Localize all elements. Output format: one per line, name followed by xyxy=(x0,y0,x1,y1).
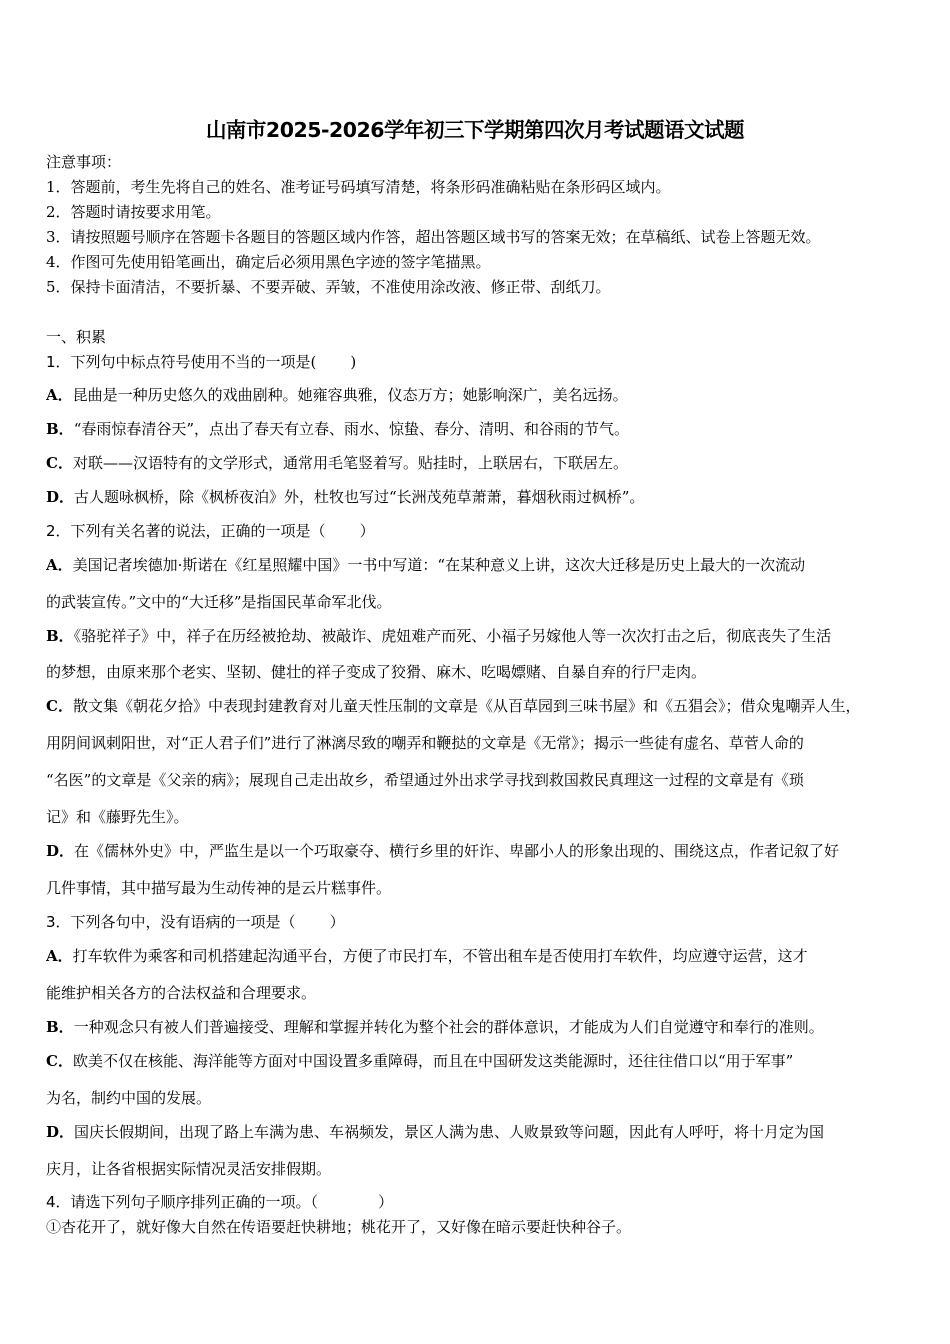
q2-option-b[interactable] xyxy=(46,626,918,646)
q3-option-d-cont: 庆月，让各省根据实际情况灵活安排假期。 xyxy=(46,1160,332,1178)
q2-option-d-cont: 几件事情，其中描写最为生动传神的是云片糕事件。 xyxy=(46,879,392,897)
option-text: 一种观念只有被人们普遍接受、理解和掌握并转化为整个社会的群体意识，才能成为人们自觉遵守和奉行的准则。 xyxy=(73,1018,824,1036)
notice-item: 3．请按照题号顺序在答题卡各题目的答题区域内作答，超出答题区域书写的答案无效；在草稿纸、试卷上答题无效。 xyxy=(46,228,821,246)
answer-blank-close: ） xyxy=(329,913,345,931)
question-text: 下列句中标点符号使用不当的一项是( xyxy=(70,353,317,371)
question-number: 3． xyxy=(46,913,71,931)
q3-option-a[interactable] xyxy=(46,946,918,966)
answer-blank-close: ) xyxy=(350,353,357,371)
notice-item: 1．答题前，考生先将自己的姓名、准考证号码填写清楚，将条形码准确粘贴在条形码区域内。 xyxy=(46,178,671,196)
q3-option-d[interactable] xyxy=(46,1122,918,1142)
option-label: A． xyxy=(46,947,73,965)
question-4-stem xyxy=(46,1192,918,1212)
question-text: 下列有关名著的说法，正确的一项是（ xyxy=(70,522,326,540)
q2-option-d[interactable] xyxy=(46,841,918,861)
option-label: B． xyxy=(46,1018,74,1036)
notice-item: 2．答题时请按要求用笔。 xyxy=(46,203,221,221)
question-number: 4． xyxy=(46,1193,71,1211)
q1-option-b[interactable] xyxy=(46,419,918,439)
section-heading: 一、积累 xyxy=(46,328,107,346)
q1-option-a[interactable] xyxy=(46,385,918,405)
answer-blank-close: ） xyxy=(378,1193,394,1211)
question-text: 请选下列句子顺序排列正确的一项。（ xyxy=(70,1193,319,1211)
notice-item: 4．作图可先使用铅笔画出，确定后必须用黑色字迹的签字笔描黑。 xyxy=(46,253,491,271)
option-text: 欧美不仅在核能、海洋能等方面对中国设置多重障碍，而且在中国研发这类能源时，还往往借口以“用于军事” xyxy=(72,1052,794,1070)
q3-option-c-cont: 为名，制约中国的发展。 xyxy=(46,1089,212,1107)
option-label: C． xyxy=(46,697,73,715)
question-3-stem xyxy=(46,912,918,932)
q2-option-b-cont: 的梦想，由原来那个老实、坚韧、健壮的祥子变成了狡猾、麻木、吃喝嫖赌、自暴自弃的行尸走肉。 xyxy=(46,663,707,681)
q3-option-a-cont: 能维护相关各方的合法权益和合理要求。 xyxy=(46,984,317,1002)
option-text: 在《儒林外史》中，严监生是以一个巧取豪夺、横行乡里的奸诈、卑鄙小人的形象出现的、围绕这点，作者记叙了好 xyxy=(74,842,840,860)
option-label: A． xyxy=(46,386,73,404)
q3-option-b[interactable] xyxy=(46,1017,918,1037)
page-title: 山南市2025-2026学年初三下学期第四次月考试题语文试题 xyxy=(205,118,745,142)
q2-option-a-cont: 的武装宣传。”文中的“大迁移”是指国民革命军北伐。 xyxy=(46,593,392,611)
option-text: 散文集《朝花夕拾》中表现封建教育对儿童天性压制的文章是《从百草园到三味书屋》和《五猖会》；借众鬼嘲弄人生， xyxy=(72,697,861,715)
q3-option-c[interactable] xyxy=(46,1051,918,1071)
question-2-stem xyxy=(46,521,918,541)
option-label: B． xyxy=(46,627,74,645)
q2-option-a[interactable] xyxy=(46,555,918,575)
option-text: 《骆驼祥子》中，祥子在历经被抢劫、被敲诈、虎妞难产而死、小福子另嫁他人等一次次打击之后，彻底丧失了生活 xyxy=(73,627,832,645)
question-text: 下列各句中，没有语病的一项是（ xyxy=(70,913,296,931)
option-label: C． xyxy=(46,1052,73,1070)
option-label: B． xyxy=(46,420,74,438)
q2-option-c-cont: 用阴间讽刺阳世，对“正人君子们”进行了淋漓尽致的嘲弄和鞭挞的文章是《无常》；揭示一些徒有虚名、草菅人命的 xyxy=(46,734,804,752)
notice-heading: 注意事项： xyxy=(46,153,122,171)
question-number: 1． xyxy=(46,353,71,371)
option-text: “春雨惊春清谷天”，点出了春天有立春、雨水、惊蛰、春分、清明、和谷雨的节气。 xyxy=(73,420,630,438)
q2-option-c-cont: 记》和《藤野先生》。 xyxy=(46,808,189,826)
question-1-stem xyxy=(46,352,918,372)
option-label: D． xyxy=(46,488,75,506)
option-text: 打车软件为乘客和司机搭建起沟通平台，方便了市民打车，不管出租车是否使用打车软件，均应遵守运营，这才 xyxy=(72,947,808,965)
answer-blank-close: ） xyxy=(359,522,375,540)
q1-option-d[interactable] xyxy=(46,487,918,507)
option-text: 古人题咏枫桥，除《枫桥夜泊》外，杜牧也写过“长洲茂苑草萧萧，暮烟秋雨过枫桥”。 xyxy=(74,488,645,506)
q4-sentence-1: ①杏花开了，就好像大自然在传语要赶快耕地；桃花开了，又好像在暗示要赶快种谷子。 xyxy=(46,1218,632,1236)
option-label: D． xyxy=(46,1123,75,1141)
option-text: 美国记者埃德加·斯诺在《红星照耀中国》一书中写道：“在某种意义上讲，这次大迁移是历史上最大的一次流动 xyxy=(72,556,806,574)
option-text: 对联——汉语特有的文学形式，通常用毛笔竖着写。贴挂时，上联居右，下联居左。 xyxy=(72,454,628,472)
q1-option-c[interactable] xyxy=(46,453,918,473)
option-label: D． xyxy=(46,842,75,860)
option-label: A． xyxy=(46,556,73,574)
question-number: 2． xyxy=(46,522,71,540)
option-text: 昆曲是一种历史悠久的戏曲剧种。她雍容典雅，仪态万方；她影响深广，美名远扬。 xyxy=(72,386,628,404)
q2-option-c[interactable] xyxy=(46,696,918,716)
option-text: 国庆长假期间，出现了路上车满为患、车祸频发，景区人满为患、人败景致等问题，因此有人呼吁，将十月定为国 xyxy=(74,1123,825,1141)
notice-item: 5．保持卡面清洁，不要折暴、不要弄破、弄皱，不准使用涂改液、修正带、刮纸刀。 xyxy=(46,278,611,296)
option-label: C． xyxy=(46,454,73,472)
q2-option-c-cont: “名医”的文章是《父亲的病》；展现自己走出故乡，希望通过外出求学寻找到救国救民真理这一过程的文章是有《琐 xyxy=(46,771,804,789)
